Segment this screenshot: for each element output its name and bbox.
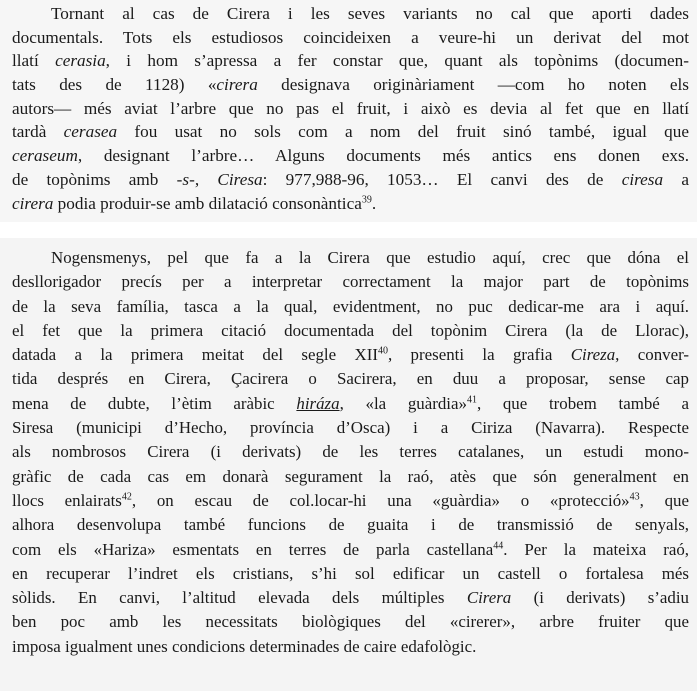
italic-term: ciresa [621, 169, 664, 189]
text-span: : 977,988-96, 1053… El canvi des de [262, 169, 622, 189]
text-panel-top [0, 0, 697, 222]
text-line [12, 562, 689, 586]
text-span: als nombrosos Cirera (i derivats) de les terres catalanes, un estudi mono- [12, 442, 689, 462]
text-line [12, 270, 689, 294]
italic-term: cirera [216, 75, 258, 95]
text-span: gràfic de cada cas em donarà segurament la raó, atès que són generalment en [12, 466, 689, 486]
text-span: fou usat no sols com a nom del fruit sinó també, igual que [117, 122, 689, 142]
footnote-marker: 41 [466, 394, 477, 406]
text-span: (i derivats) s’adiu [511, 588, 689, 608]
text-line [12, 635, 689, 659]
italic-term: cerasea [63, 122, 118, 142]
text-line [12, 416, 689, 440]
text-span: tardà [12, 122, 64, 142]
text-span: de topònims amb [12, 169, 177, 189]
text-span: imposa igualment unes condicions determinades de caire edafològic. [12, 636, 477, 656]
panel-divider [0, 222, 697, 238]
text-span: Siresa (municipi d’Hecho, província d’Osca) i a Ciriza (Navarra). Respecte [12, 418, 689, 438]
text-span: , que [639, 490, 689, 510]
italic-term: Ciresa [217, 169, 263, 189]
text-line [12, 49, 689, 73]
text-line [12, 319, 689, 343]
text-line [12, 610, 689, 634]
text-span: mena de dubte, l’ètim aràbic [12, 393, 297, 413]
italic-term: Cireza [570, 345, 616, 365]
text-span: tats des de 1128) « [12, 75, 217, 95]
text-span: llatí [12, 51, 56, 71]
footnote-marker: 42 [121, 491, 132, 503]
text-line [12, 343, 689, 367]
text-span: alhora desenvolupa també funcions de guaita i de transmissió de senyals, [12, 515, 689, 535]
text-span: desllorigador precís per a interpretar correctament la major part de topònims [12, 272, 689, 292]
text-line [12, 246, 689, 270]
text-span: , [194, 169, 218, 189]
text-line [12, 440, 689, 464]
text-line [12, 73, 689, 97]
text-span: en recuperar l’indret els cristians, s’hi sol edificar un castell o fortalesa més [12, 563, 689, 583]
paragraph-cirera-etymology [12, 2, 689, 215]
text-panel-bottom [0, 238, 697, 691]
text-span: . Per la mateixa raó, [503, 539, 689, 559]
text-span: documentals. Tots els estudiosos coincideixen a veure-hi un derivat del mot [12, 27, 689, 47]
italic-term: Cirera [466, 588, 512, 608]
text-line [12, 2, 689, 26]
text-span: autors— més aviat l’arbre que no pas el fruit, i això es devia al fet que en llatí [12, 98, 689, 118]
text-span: , «la guàrdia» [339, 393, 467, 413]
italic-term: -s- [176, 169, 195, 189]
italic-term: cirera [12, 193, 54, 213]
text-span: , i hom s’apressa a fer constar que, quant als topònims (documen- [105, 51, 689, 71]
text-line [12, 513, 689, 537]
text-span: sòlids. En canvi, l’altitud elevada dels múltiples [12, 588, 467, 608]
text-span: ben poc amb les necessitats biològiques del «cirerer», arbre fruiter que [12, 612, 689, 632]
text-line [12, 367, 689, 391]
text-span: tida després en Cirera, Çacirera o Sacirera, en duu a proposar, sense cap [12, 369, 689, 389]
text-span: Tornant al cas de Cirera i les seves variants no cal que aporti dades [51, 4, 689, 23]
footnote-marker: 39 [361, 193, 372, 205]
text-line [12, 586, 689, 610]
text-span: Nogensmenys, pel que fa a la Cirera que estudio aquí, crec que dóna el [51, 248, 689, 267]
text-span: , on escau de col.locar-hi una «guàrdia» o «protecció» [131, 490, 630, 510]
text-span: , presenti la grafia [387, 345, 571, 365]
text-span: podia produir-se amb dilatació consonàntica [53, 193, 362, 213]
text-span: . [371, 193, 377, 213]
text-line [12, 168, 689, 192]
text-span: el fet que la primera citació documentada del topònim Cirera (la de Llorac), [12, 320, 689, 340]
text-line [12, 295, 689, 319]
text-line [12, 144, 689, 168]
footnote-marker: 40 [377, 345, 388, 357]
text-span: de la seva família, tasca a la qual, evidentment, no puc dedicar-me ara i aquí. [12, 296, 689, 316]
text-line [12, 538, 689, 562]
text-line [12, 192, 689, 216]
footnote-marker: 43 [629, 491, 640, 503]
text-span: designava originàriament —com ho noten els [257, 75, 689, 95]
text-span: , conver- [615, 345, 689, 365]
italic-term: cerasia [55, 51, 106, 71]
text-span: llocs enlairats [12, 490, 122, 510]
text-line [12, 26, 689, 50]
italic-term: ceraseum [12, 146, 78, 166]
paragraph-cirera-arabic-etymon [12, 246, 689, 659]
italic-term: hiráza [296, 393, 340, 413]
text-span: , designant l’arbre… Alguns documents més antics ens donen exs. [77, 146, 689, 166]
text-span: com els «Hariza» esmentats en terres de parla castellana [12, 539, 494, 559]
text-line [12, 465, 689, 489]
footnote-marker: 44 [493, 539, 504, 551]
text-line [12, 97, 689, 121]
text-span: datada a la primera meitat del segle XII [12, 345, 378, 365]
text-span: , que trobem també a [476, 393, 689, 413]
text-span: a [663, 169, 689, 189]
text-line [12, 489, 689, 513]
text-line [12, 120, 689, 144]
text-line [12, 392, 689, 416]
